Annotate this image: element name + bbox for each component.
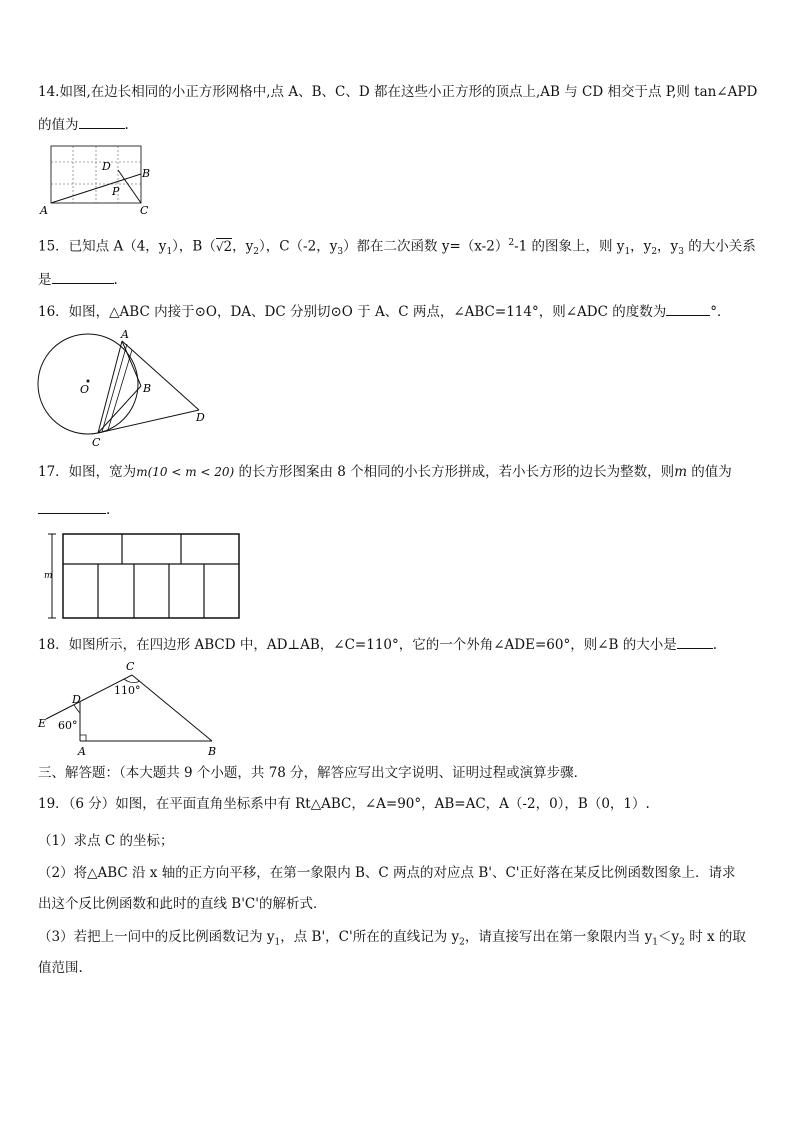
q15-sub: 1	[166, 247, 173, 258]
q14-label-d: D	[102, 160, 111, 173]
q18-label-a: A	[78, 745, 86, 758]
q16-circle-figure	[36, 328, 216, 448]
q18-angle-c: 110°	[114, 684, 141, 697]
q17-math: m(10 < m < 20)	[136, 465, 235, 479]
q17-answer-blank[interactable]	[38, 500, 106, 514]
q16-label-c: C	[92, 436, 101, 449]
q19-part1: （1）求点 C 的坐标；	[38, 833, 174, 849]
q17-seg: 的长方形图案由 8 个相同的小长方形拼成，若小长方形的边长为整数，则	[234, 464, 675, 480]
q14-text-line1: 14.如图,在边长相同的小正方形网格中,点 A、B、C、D 都在这些小正方形的顶点上,AB 与 CD 相交于点 P,则 tan∠APD	[38, 84, 758, 100]
q16-label-o: O	[80, 383, 90, 396]
q15-sub: 2	[651, 247, 658, 258]
q19-seg: ，点 B'，C'所在的直线记为 y	[280, 929, 460, 945]
q19-sub: 1	[274, 937, 281, 948]
q17-seg: 17．如图，宽为	[38, 464, 137, 480]
q14-label-c: C	[140, 204, 149, 217]
q15-seg: -1 的图象上，则 y	[514, 238, 625, 255]
q18-label-b: B	[208, 745, 217, 758]
q15-sub: 3	[678, 247, 684, 258]
q19-seg: 时 x 的取	[684, 929, 746, 945]
q19-part3-line2: 值范围.	[38, 960, 83, 976]
q16-label-d: D	[196, 411, 205, 424]
q14-label-p: P	[112, 185, 120, 198]
q17-text-line2	[38, 500, 110, 519]
q14-answer-blank[interactable]	[79, 115, 125, 129]
q15-seg: ，y	[657, 238, 679, 255]
q17-rectangle-figure	[40, 528, 245, 623]
q16-answer-blank[interactable]	[666, 302, 710, 316]
q16-tail: °．	[710, 304, 731, 320]
q18-label-c: C	[126, 660, 135, 673]
q14-text-line2	[38, 115, 129, 134]
q14-tail: .	[124, 117, 129, 133]
q19-seg: ＜y	[658, 929, 680, 945]
q15-sup: 2	[508, 238, 515, 248]
q19-part2-line1: （2）将△ABC 沿 x 轴的正方向平移，在第一象限内 B、C 两点的对应点 B'、C'正好落在某反比例函数图象上．请求	[38, 865, 736, 881]
q18-angle-d: 60°	[58, 719, 78, 732]
q19-text-line1: 19．（6 分）如图，在平面直角坐标系中有 Rt△ABC，∠A=90°，AB=AC，A（-2，0），B（0，1）.	[38, 796, 650, 812]
q15-sub: 3	[337, 247, 344, 258]
q15-answer-blank[interactable]	[52, 270, 114, 284]
q17-side-label: m	[44, 571, 53, 581]
q15-seg: ），B（	[172, 238, 216, 255]
q19-sub: 1	[652, 937, 659, 948]
q18-question: 18．如图所示，在四边形 ABCD 中，AD⊥AB，∠C=110°，它的一个外角∠ADE=60°，则∠B 的大小是	[38, 637, 677, 653]
q14-label-a: A	[40, 204, 48, 217]
q15-prompt: 是	[38, 272, 52, 288]
q19-sub: 2	[459, 937, 465, 948]
q16-label-a: A	[121, 328, 129, 341]
q18-label-d: D	[72, 693, 81, 706]
q17-tail: .	[106, 502, 111, 518]
q15-text-line1	[38, 234, 756, 261]
q15-sqrt: √2	[215, 238, 233, 255]
section-heading: 三、解答题：（本大题共 9 个小题，共 78 分，解答应写出文字说明、证明过程或演算步骤．	[38, 765, 588, 781]
q19-seg: （3）若把上一问中的反比例函数记为 y	[38, 929, 275, 945]
q17-seg: 的值为	[687, 464, 732, 480]
q14-prompt: 的值为	[38, 117, 79, 133]
q19-part3-line1	[38, 928, 746, 952]
q18-label-e: E	[38, 717, 47, 730]
q16-question: 16．如图，△ABC 内接于⊙O，DA、DC 分别切⊙O 于 A、C 两点，∠ABC=114°，则∠ADC 的度数为	[38, 304, 667, 320]
q17-text-line1	[38, 463, 732, 481]
q16-text	[38, 302, 730, 321]
q15-sub: 1	[624, 247, 631, 258]
q19-seg: ，请直接写出在第一象限内当 y	[464, 929, 653, 945]
q17-m: m	[674, 464, 687, 480]
q18-answer-blank[interactable]	[677, 635, 713, 649]
q15-seg: 的大小关系	[683, 238, 756, 255]
q14-grid-figure	[40, 142, 160, 217]
q18-text	[38, 635, 717, 654]
q15-text-line2	[38, 270, 118, 289]
q15-seg: 15．已知点 A（4，y	[38, 238, 167, 255]
q18-quadrilateral-figure	[36, 655, 226, 760]
q15-seg: ，y	[630, 238, 652, 255]
q15-sub: 2	[253, 247, 259, 258]
q14-label-b: B	[142, 167, 151, 180]
q18-tail: .	[712, 637, 718, 653]
q16-label-b: B	[143, 382, 152, 395]
q15-sqrt-value: 2	[223, 238, 233, 255]
q19-part2-line2: 出这个反比例函数和此时的直线 B'C'的解析式．	[38, 896, 327, 912]
q15-tail: .	[113, 272, 118, 288]
q15-seg: ）都在二次函数 y=（x-2）	[343, 238, 509, 255]
q19-sub: 2	[679, 937, 685, 948]
q15-seg: ，y	[232, 238, 254, 255]
q15-seg: ），C（-2，y	[258, 238, 338, 255]
